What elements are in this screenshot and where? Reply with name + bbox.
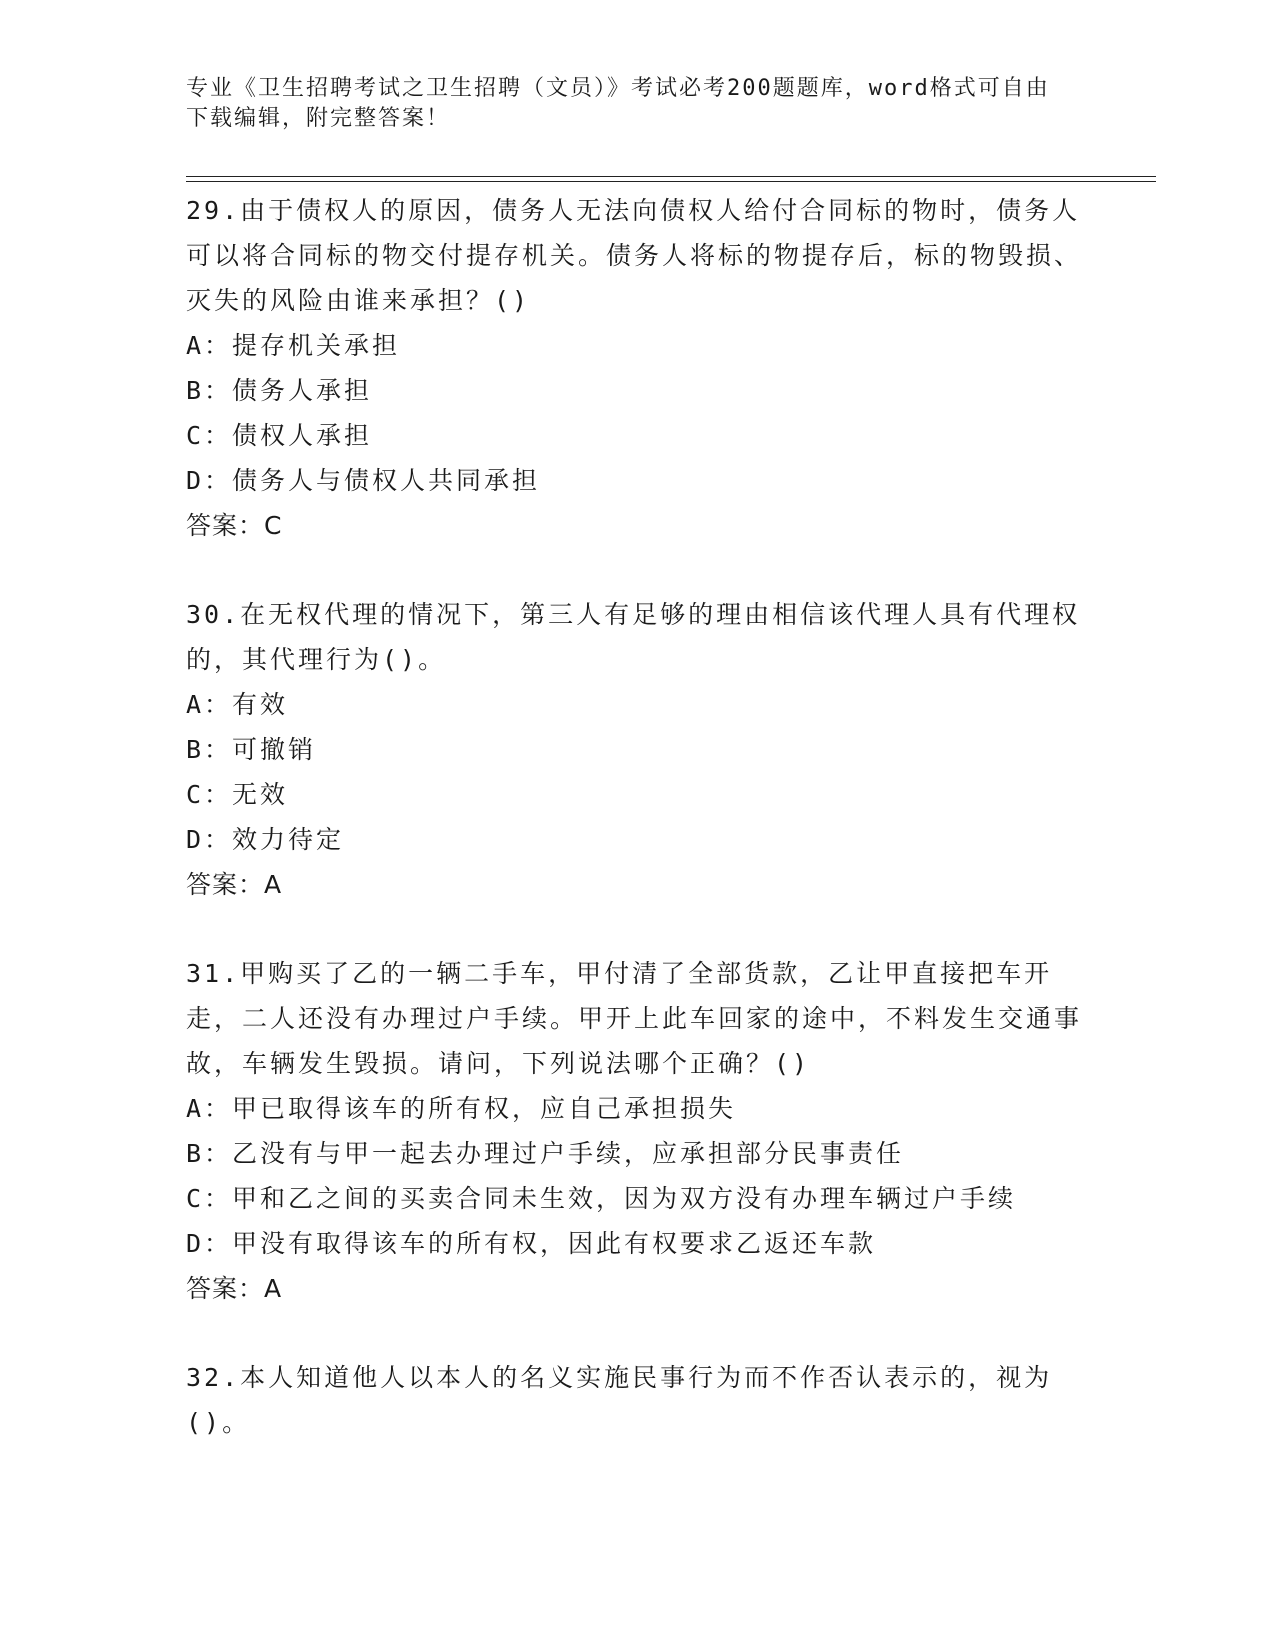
option-d: D：债务人与债权人共同承担 (186, 466, 541, 495)
answer-text: 答案：A (186, 1274, 283, 1303)
question-32 (186, 1355, 1086, 1445)
answer-text: 答案：C (186, 511, 283, 540)
option-c: C：债权人承担 (186, 421, 373, 450)
question-text: 32.本人知道他人以本人的名义实施民事行为而不作否认表示的，视为()。 (186, 1363, 1053, 1437)
header-divider-bottom (186, 181, 1156, 182)
question-text: 29.由于债权人的原因，债务人无法向债权人给付合同标的物时，债务人可以将合同标的物交付提存机关。债务人将标的物提存后，标的物毁损、灭失的风险由谁来承担？() (186, 196, 1083, 315)
question-list (186, 188, 1086, 1489)
option-c: C：无效 (186, 780, 289, 809)
answer-text: 答案：A (186, 870, 283, 899)
option-a: A：提存机关承担 (186, 331, 401, 360)
option-b: B：乙没有与甲一起去办理过户手续，应承担部分民事责任 (186, 1139, 905, 1168)
question-30 (186, 592, 1086, 907)
option-c: C：甲和乙之间的买卖合同未生效，因为双方没有办理车辆过户手续 (186, 1184, 1017, 1213)
option-d: D：甲没有取得该车的所有权，因此有权要求乙返还车款 (186, 1229, 877, 1258)
option-d: D：效力待定 (186, 825, 345, 854)
option-a: A：甲已取得该车的所有权，应自己承担损失 (186, 1094, 737, 1123)
header-divider-top (186, 176, 1156, 177)
option-b: B：可撤销 (186, 735, 317, 764)
question-29 (186, 188, 1086, 548)
option-b: B：债务人承担 (186, 376, 373, 405)
question-text: 31.甲购买了乙的一辆二手车，甲付清了全部货款，乙让甲直接把车开走，二人还没有办理过户手续。甲开上此车回家的途中，不料发生交通事故，车辆发生毁损。请问，下列说法哪个正确？() (186, 959, 1083, 1078)
question-text: 30.在无权代理的情况下，第三人有足够的理由相信该代理人具有代理权的，其代理行为()。 (186, 600, 1081, 674)
question-31 (186, 951, 1086, 1311)
document-header: 专业《卫生招聘考试之卫生招聘（文员）》考试必考200题题库，word格式可自由下载编辑，附完整答案！ (186, 76, 1050, 131)
option-a: A：有效 (186, 690, 289, 719)
